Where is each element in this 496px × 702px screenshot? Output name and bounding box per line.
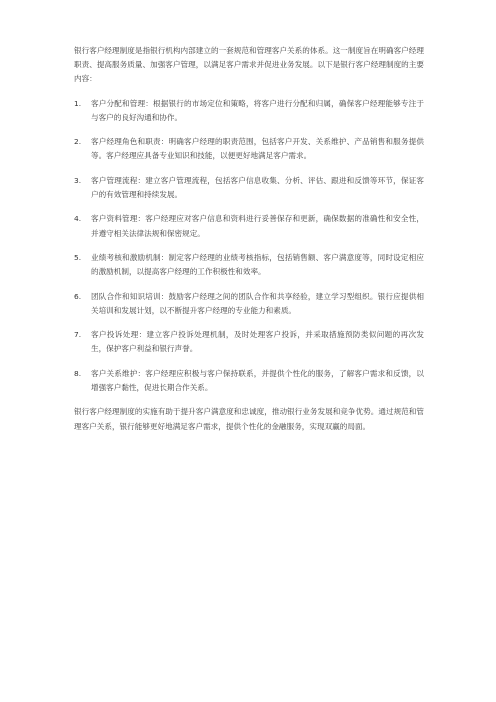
- list-item-text: 客户经理角色和职责：明确客户经理的职责范围，包括客户开发、关系维护、产品销售和服务提供等。客户经理应具备专业知识和技能，以便更好地满足客户需求。: [91, 137, 424, 161]
- list-number: 8.: [74, 368, 82, 378]
- intro-paragraph: 银行客户经理制度是指银行机构内部建立的一套规范和管理客户关系的体系。这一制度旨在明确客户经理职责、提高服务质量、加强客户管理，以满足客户需求并促进业务发展。以下是银行客户经理制度的主要内容：: [74, 46, 424, 84]
- list-number: 4.: [74, 214, 82, 224]
- list-item: [74, 251, 424, 279]
- list-item-text: 客户关系维护：客户经理应积极与客户保持联系，并提供个性化的服务，了解客户需求和反馈，以增强客户黏性，促进长期合作关系。: [91, 368, 424, 392]
- list-item-text: 团队合作和知识培训：鼓励客户经理之间的团队合作和共享经验，建立学习型组织。银行应提供相关培训和发展计划，以不断提升客户经理的专业能力和素质。: [91, 291, 424, 315]
- list-item: [74, 174, 424, 202]
- list-item-text: 客户投诉处理：建立客户投诉处理机制，及时处理客户投诉，并采取措施预防类似问题的再次发生，保护客户利益和银行声誉。: [91, 330, 424, 354]
- list-number: 6.: [74, 291, 82, 301]
- list-item-text: 客户管理流程：建立客户管理流程，包括客户信息收集、分析、评估、跟进和反馈等环节，保证客户的有效管理和持续发展。: [91, 175, 424, 199]
- list-item-text: 客户资料管理：客户经理应对客户信息和资料进行妥善保存和更新，确保数据的准确性和安全性，并遵守相关法律法规和保密规定。: [91, 214, 424, 238]
- list-item: [74, 212, 424, 240]
- list-item: [74, 97, 424, 125]
- list-item-text: 业绩考核和激励机制：制定客户经理的业绩考核指标，包括销售额、客户满意度等，同时设定相应的激励机制，以提高客户经理的工作积极性和效率。: [91, 252, 424, 277]
- list-item-text: 客户分配和管理：根据银行的市场定位和策略，将客户进行分配和归属，确保客户经理能够专注于与客户的良好沟通和协作。: [91, 98, 424, 122]
- content-list: [74, 97, 424, 396]
- list-number: 2.: [74, 137, 82, 147]
- conclusion-paragraph: 银行客户经理制度的实施有助于提升客户满意度和忠诚度，推动银行业务发展和竞争优势。通过规范和管理客户关系，银行能够更好地满足客户需求，提供个性化的金融服务，实现双赢的局面。: [74, 407, 424, 431]
- list-number: 1.: [74, 98, 82, 108]
- document-page: [74, 44, 424, 434]
- list-number: 3.: [74, 175, 82, 185]
- list-number: 5.: [74, 252, 82, 262]
- list-item: [74, 135, 424, 163]
- list-item: [74, 290, 424, 318]
- list-number: 7.: [74, 330, 82, 340]
- list-item: [74, 367, 424, 395]
- list-item: [74, 328, 424, 356]
